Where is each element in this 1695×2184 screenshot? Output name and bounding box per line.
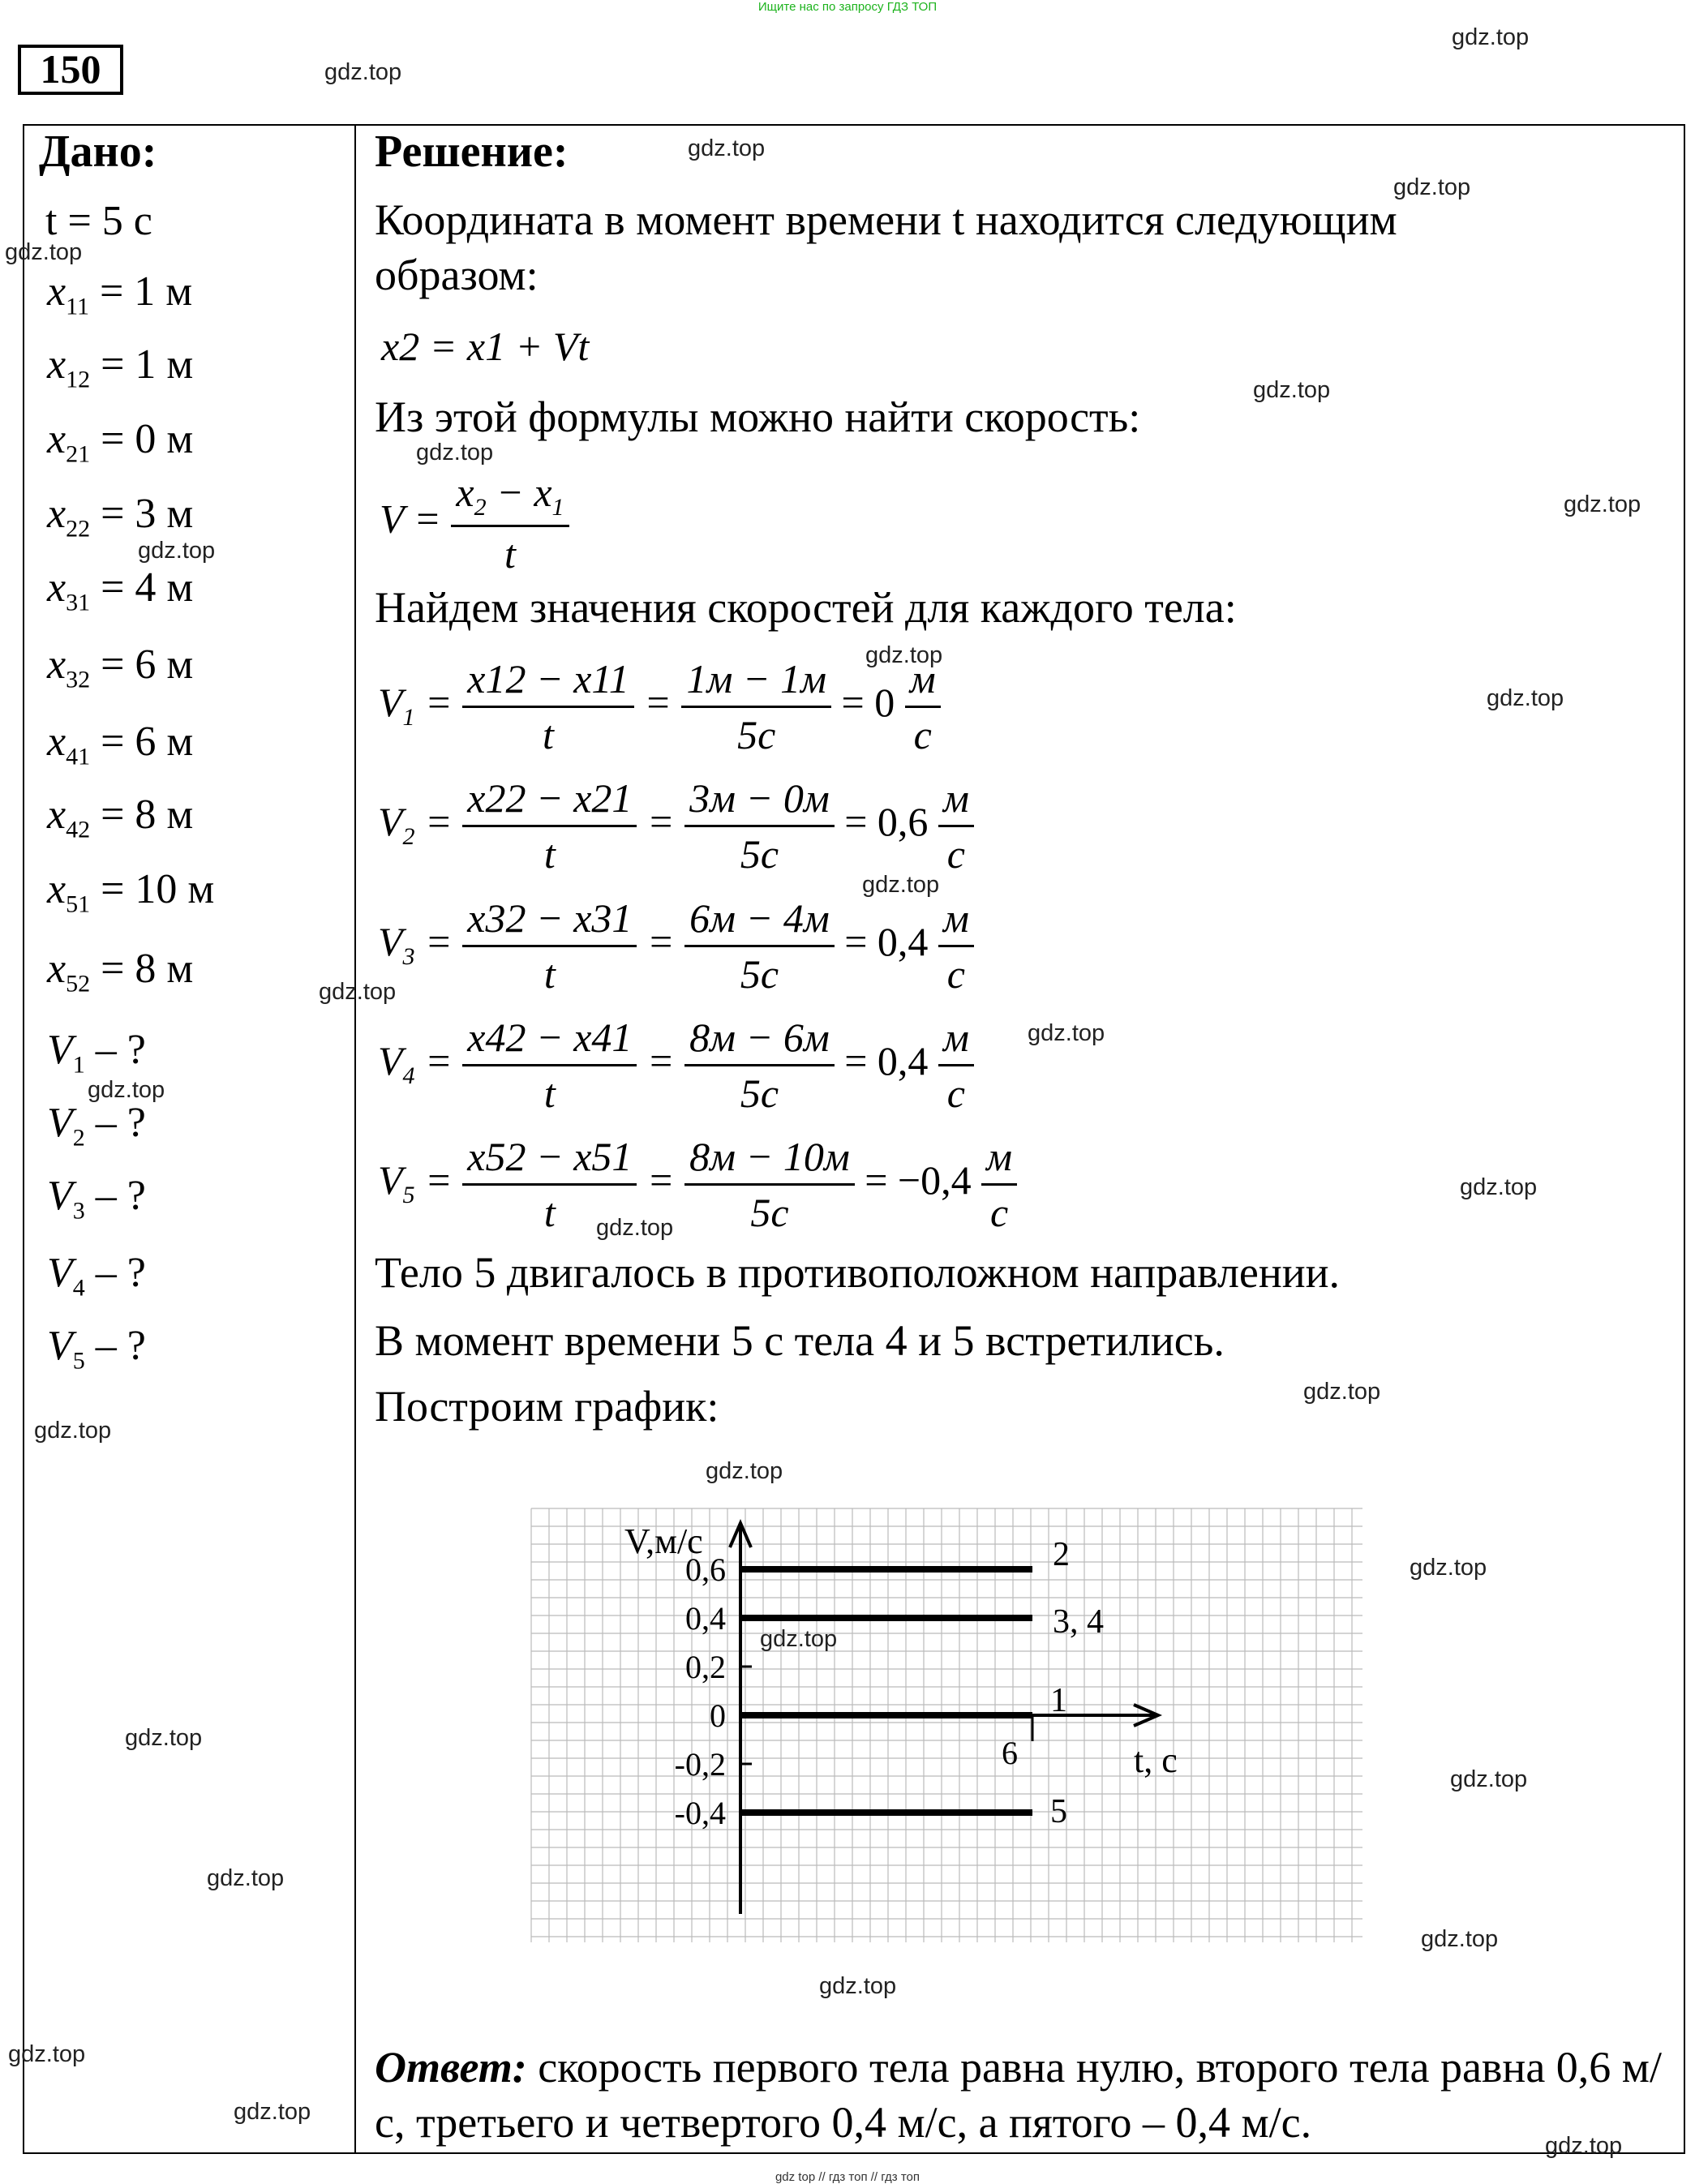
solution-paragraph-1b: образом:: [375, 251, 539, 299]
y-tick-label: 0,2: [685, 1649, 726, 1685]
series-label: 5: [1050, 1793, 1067, 1830]
watermark: gdz.top: [688, 135, 766, 161]
given-row-8: $x_{42} = 8$ м: [47, 792, 194, 843]
y-tick-label: 0: [710, 1697, 726, 1734]
solution-paragraph-2: Из этой формулы можно найти скорость:: [375, 393, 1141, 441]
x-axis-label: t, с: [1134, 1740, 1178, 1780]
answer-text: скорость первого тела равна нулю, второго тела равна 0,6 м/с, третьего и четвертого 0,4 м/с, а пятого – 0,4 м/с.: [375, 2043, 1662, 2147]
watermark: gdz.top: [319, 979, 397, 1005]
y-tick-label: -0,2: [674, 1746, 726, 1783]
given-row-7: $x_{41} = 6$ м: [47, 719, 194, 770]
solution-heading: Решение:: [375, 127, 569, 177]
watermark: gdz.top: [1393, 174, 1471, 200]
watermark: gdz.top: [5, 239, 83, 265]
y-axis-label: V,м/с: [624, 1521, 703, 1561]
watermark: gdz.top: [596, 1215, 674, 1241]
watermark: gdz.top: [1253, 377, 1331, 403]
velocity-equation-4: $V_4$ = $\frac{x42 - x41}{t}$ = $\frac{8м - 6м}{5с}$ = 0,4 $\frac{м}{с}$: [378, 1014, 974, 1117]
watermark: gdz.top: [88, 1077, 165, 1103]
watermark: gdz.top: [8, 2041, 86, 2067]
given-row-4: $x_{22} = 3$ м: [47, 491, 194, 543]
given-row-9: $x_{51} = 10$ м: [47, 866, 215, 918]
find-row-15: $V_5$ – ?: [47, 1323, 146, 1375]
watermark: gdz.top: [1452, 24, 1530, 50]
answer-label: Ответ:: [375, 2043, 527, 2092]
given-row-6: $x_{32} = 6$ м: [47, 641, 194, 693]
footer: gdz top // гдз топ // гдз топ: [775, 2170, 920, 2184]
velocity-chart: [527, 1500, 1379, 1954]
solution-paragraph-4: Тело 5 двигалось в противоположном направлении.: [375, 1248, 1341, 1297]
problem-number: 150: [18, 45, 123, 95]
velocity-equation-3: $V_3$ = $\frac{x32 - x31}{t}$ = $\frac{6м - 4м}{5с}$ = 0,4 $\frac{м}{с}$: [378, 895, 974, 998]
solution-paragraph-6: Построим график:: [375, 1382, 719, 1431]
given-row-1: $x_{11} = 1$ м: [47, 268, 193, 320]
watermark: gdz.top: [1450, 1766, 1528, 1792]
watermark: gdz.top: [1564, 491, 1641, 517]
watermark: gdz.top: [416, 440, 494, 466]
given-row-10: $x_{52} = 8$ м: [47, 946, 194, 998]
watermark: gdz.top: [1460, 1174, 1538, 1200]
watermark: gdz.top: [324, 59, 402, 85]
velocity-equation-2: $V_2$ = $\frac{x22 - x21}{t}$ = $\frac{3м - 0м}{5с}$ = 0,6 $\frac{м}{с}$: [378, 774, 974, 877]
find-row-14: $V_4$ – ?: [47, 1250, 146, 1302]
watermark: gdz.top: [138, 538, 216, 564]
y-tick-label: 0,6: [685, 1551, 726, 1588]
watermark: gdz.top: [1545, 2133, 1623, 2159]
watermark: gdz.top: [1028, 1020, 1105, 1046]
watermark: gdz.top: [862, 872, 940, 898]
watermark: gdz.top: [34, 1418, 112, 1444]
answer: [375, 2040, 1664, 2150]
y-tick-label: 0,4: [685, 1600, 726, 1637]
formula-velocity-fraction: $\frac{x_2 - x_1}{t}$: [451, 469, 569, 577]
column-divider: [354, 124, 356, 2154]
watermark: gdz.top: [1487, 685, 1564, 711]
solution-paragraph-5: В момент времени 5 с тела 4 и 5 встретились.: [375, 1316, 1225, 1365]
y-tick-label: -0,4: [674, 1795, 726, 1831]
velocity-equation-1: $V_1$ = $\frac{x12 - x11}{t}$ = $\frac{1м - 1м}{5с}$ = 0 $\frac{м}{с}$: [378, 655, 941, 758]
velocity-equation-5: $V_5$ = $\frac{x52 - x51}{t}$ = $\frac{8м - 10м}{5с}$ = −0,4 $\frac{м}{с}$: [378, 1133, 1017, 1236]
formula-coordinate: [381, 323, 589, 370]
find-row-11: $V_1$ – ?: [47, 1027, 146, 1079]
watermark: gdz.top: [760, 1626, 838, 1652]
watermark: gdz.top: [207, 1865, 285, 1891]
chart-grid: [531, 1508, 1362, 1942]
given-heading: Дано:: [39, 127, 157, 177]
series-label: 3, 4: [1053, 1603, 1104, 1641]
watermark: gdz.top: [865, 642, 943, 668]
find-row-13: $V_3$ – ?: [47, 1173, 146, 1225]
watermark: gdz.top: [234, 2099, 311, 2125]
given-time: t = 5 с: [45, 198, 152, 244]
series-label: 1: [1050, 1682, 1067, 1719]
series-label: 2: [1053, 1536, 1070, 1573]
formula-coordinate-text: x2 = x1 + Vt: [381, 324, 590, 369]
find-row-12: $V_2$ – ?: [47, 1100, 146, 1152]
solution-paragraph-1a: Координата в момент времени t находится следующим: [375, 195, 1397, 244]
formula-velocity: V = $\frac{x_2 - x_1}{t}$: [380, 469, 569, 577]
watermark: gdz.top: [1303, 1379, 1381, 1405]
watermark: gdz.top: [1410, 1555, 1487, 1581]
x-tick-label: 6: [1002, 1735, 1018, 1771]
solution-paragraph-3: Найдем значения скоростей для каждого тела:: [375, 583, 1237, 632]
given-row-3: $x_{21} = 0$ м: [47, 416, 194, 468]
watermark: gdz.top: [1421, 1926, 1499, 1952]
given-row-5: $x_{31} = 4$ м: [47, 564, 194, 616]
watermark: gdz.top: [125, 1725, 203, 1751]
given-row-2: $x_{12} = 1$ м: [47, 341, 194, 393]
watermark: gdz.top: [706, 1458, 783, 1484]
top-banner: Ищите нас по запросу ГДЗ ТОП: [757, 0, 938, 14]
watermark: gdz.top: [819, 1973, 897, 1999]
